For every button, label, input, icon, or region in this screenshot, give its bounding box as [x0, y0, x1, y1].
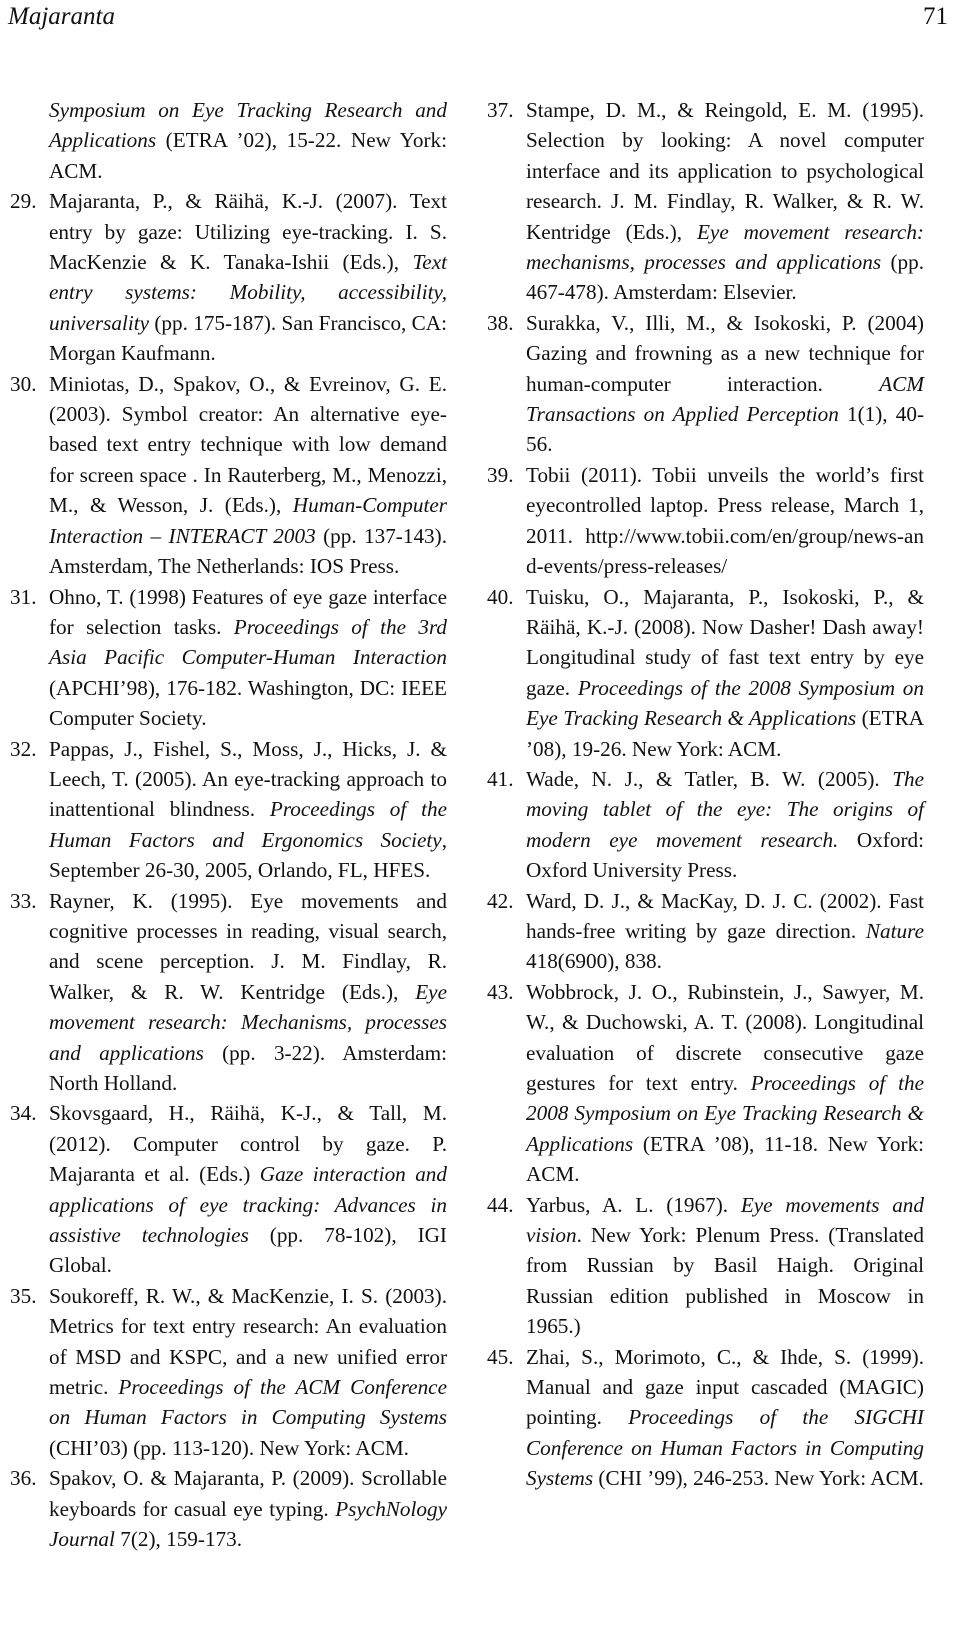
reference-number: 39.	[487, 462, 514, 487]
reference-title-italic: The moving tablet of the eye: The origins of modern eye movement research.	[526, 766, 924, 852]
reference-text-segment: Surakka, V., Illi, M., & Isokoski, P. (2004) Gazing and frowning as a new technique for human-computer interaction.	[526, 310, 924, 396]
reference-entry	[487, 460, 924, 582]
reference-entry	[10, 1098, 447, 1280]
reference-text-segment: Stampe, D. M., & Reingold, E. M. (1995). Selection by looking: A novel computer interface and its application to psychological research. J. M. Findlay, R. Walker, & R. W. Kentridge (Eds.),	[526, 98, 924, 244]
reference-title-italic: Gaze interaction and applications of eye tracking: Advances in assistive technologies	[49, 1162, 447, 1248]
reference-title-italic: Proceedings of the 2008 Symposium on Eye Tracking Research & Applications	[526, 675, 924, 731]
reference-text	[526, 582, 924, 764]
reference-text-segment: Majaranta, P., & Räihä, K.-J. (2007). Text entry by gaze: Utilizing eye-tracking. I. S. MacKenzie & K. Tanaka-Ishii (Eds.),	[49, 189, 447, 275]
reference-text-segment: Pappas, J., Fishel, S., Moss, J., Hicks, J. & Leech, T. (2005). An eye-tracking approach to inattentional blindness.	[49, 736, 447, 822]
reference-text-segment: (APCHI’98), 176-182. Washington, DC: IEEE Computer Society.	[49, 675, 447, 731]
reference-text	[526, 308, 924, 460]
running-header	[0, 0, 960, 34]
reference-title-italic: PsychNology Journal	[49, 1496, 447, 1552]
reference-url: http://www.tobii.com/en/group/news-and-events/press-releases/	[526, 523, 924, 579]
reference-text	[49, 1281, 447, 1463]
reference-text	[49, 1463, 447, 1554]
reference-text	[49, 95, 447, 186]
reference-entry	[10, 186, 447, 368]
reference-text-segment: Wobbrock, J. O., Rubinstein, J., Sawyer, M. W., & Duchowski, A. T. (2008). Longitudinal evaluation of discrete consecutive gaze gestures for text entry.	[526, 979, 924, 1095]
page-number: 71	[923, 3, 948, 30]
reference-number: 29.	[10, 189, 37, 214]
reference-text	[49, 186, 447, 368]
reference-entry	[10, 886, 447, 1099]
reference-number: 40.	[487, 584, 514, 609]
reference-text-segment: Ohno, T. (1998) Features of eye gaze interface for selection tasks.	[49, 584, 447, 639]
reference-text-segment: (pp. 137-143). Amsterdam, The Netherlands: IOS Press.	[49, 523, 447, 579]
reference-text	[49, 734, 447, 886]
reference-text	[526, 1342, 924, 1494]
reference-text-segment: (ETRA ’08), 19-26. New York: ACM.	[526, 706, 925, 761]
reference-text-segment: (ETRA ’08), 11-18. New York: ACM.	[526, 1131, 924, 1187]
reference-text	[526, 977, 924, 1190]
reference-number: 36.	[10, 1466, 37, 1491]
running-title: Majaranta	[8, 3, 115, 30]
reference-text-segment: . New York: Plenum Press. (Translated from Russian by Basil Haigh. Original Russian edition published in Moscow in 1965.)	[526, 1223, 924, 1339]
reference-text	[49, 582, 447, 734]
reference-entry	[10, 582, 447, 734]
reference-number: 41.	[487, 766, 514, 791]
reference-text-segment: Soukoreff, R. W., & MacKenzie, I. S. (2003). Metrics for text entry research: An evaluation of MSD and KSPC, and a new unified error metric.	[49, 1283, 447, 1400]
reference-text-segment: (pp. 3-22). Amsterdam: North Holland.	[49, 1040, 447, 1095]
reference-text-segment: Tuisku, O., Majaranta, P., Isokoski, P., & Räihä, K.-J. (2008). Now Dasher! Dash away! Longitudinal study of fast text entry by eye gaze.	[526, 584, 924, 700]
reference-entry	[487, 1190, 924, 1342]
reference-title-italic: Proceedings of the 3rd Asia Pacific Computer-Human Interaction	[49, 614, 447, 670]
reference-text-segment: (ETRA ’02), 15-22. New York: ACM.	[49, 128, 447, 183]
reference-entry	[487, 764, 924, 886]
reference-text	[49, 1098, 447, 1280]
reference-text-segment: Skovsgaard, H., Räihä, K-J., & Tall, M. (2012). Computer control by gaze. P. Majaranta et al. (Eds.)	[49, 1101, 447, 1187]
reference-entry	[487, 1342, 924, 1494]
reference-number: 43.	[487, 979, 514, 1004]
reference-text	[526, 460, 924, 582]
reference-number: 42.	[487, 888, 514, 913]
reference-title-italic: Proceedings of the Human Factors and Ergonomics Society	[49, 797, 447, 852]
reference-number: 30.	[10, 371, 37, 396]
reference-entry	[10, 95, 447, 186]
reference-text	[526, 886, 924, 977]
reference-text-segment: Miniotas, D., Spakov, O., & Evreinov, G. E. (2003). Symbol creator: An alternative eye-based text entry technique with low demand for screen space . In Rauterberg, M., Menozzi, M., & Wesson, J. (Eds.),	[49, 371, 447, 518]
reference-number: 37.	[487, 98, 514, 122]
reference-text-segment: Spakov, O. & Majaranta, P. (2009). Scrollable keyboards for casual eye typing.	[49, 1466, 447, 1521]
reference-title-italic: Nature	[865, 918, 924, 943]
reference-title-italic: Human-Computer Interaction – INTERACT 2003	[49, 493, 447, 548]
reference-text-segment: Yarbus, A. L. (1967).	[526, 1192, 741, 1217]
reference-text-segment: Ward, D. J., & MacKay, D. J. C. (2002). Fast hands-free writing by gaze direction.	[526, 888, 924, 943]
reference-text	[526, 1190, 924, 1342]
reference-text-segment: 7(2), 159-173.	[114, 1527, 243, 1552]
reference-title-italic: Symposium on Eye Tracking Research and Applications	[49, 98, 447, 153]
reference-number: 32.	[10, 736, 37, 761]
reference-text-segment: (CHI’03) (pp. 113-120). New York: ACM.	[49, 1435, 409, 1460]
reference-title-italic: ACM Transactions on Applied Perception	[526, 371, 924, 427]
reference-text-segment: Tobii (2011). Tobii unveils the world’s first eyecontrolled laptop. Press release, March 1, 2011.	[526, 462, 924, 548]
reference-text-segment: (CHI ’99), 246-253. New York: ACM.	[593, 1466, 924, 1491]
reference-text-segment: 1(1), 40-56.	[526, 402, 924, 457]
reference-title-italic: Eye movements and vision	[526, 1192, 924, 1248]
reference-entry	[487, 977, 924, 1190]
reference-text	[526, 95, 924, 308]
reference-entry	[487, 886, 924, 977]
reference-entry	[10, 1281, 447, 1463]
reference-number: 38.	[487, 310, 514, 335]
reference-title-italic: Eye movement research: mechanisms, processes and applications	[526, 219, 924, 275]
reference-entry	[10, 369, 447, 582]
reference-text-segment: Oxford: Oxford University Press.	[526, 827, 924, 883]
reference-title-italic: Eye movement research: Mechanisms, processes and applications	[49, 979, 447, 1065]
reference-entry	[10, 734, 447, 886]
reference-number: 45.	[487, 1344, 514, 1369]
reference-text-segment: (pp. 175-187). San Francisco, CA: Morgan Kaufmann.	[49, 310, 447, 366]
reference-text-segment: , September 26-30, 2005, Orlando, FL, HFES.	[49, 827, 447, 883]
reference-text	[49, 886, 447, 1099]
reference-text-segment: (pp. 467-478). Amsterdam: Elsevier.	[526, 250, 924, 305]
reference-text-segment: Wade, N. J., & Tatler, B. W. (2005).	[526, 766, 893, 791]
reference-text-segment: (pp. 78-102), IGI Global.	[49, 1223, 447, 1278]
reference-entry	[487, 95, 924, 308]
reference-text	[526, 764, 924, 886]
reference-number: 44.	[487, 1192, 514, 1217]
reference-number: 31.	[10, 584, 37, 609]
reference-entry	[10, 1463, 447, 1554]
reference-text-segment: Rayner, K. (1995). Eye movements and cognitive processes in reading, visual search, and scene perception. J. M. Findlay, R. Walker, & R. W. Kentridge (Eds.),	[49, 888, 447, 1004]
reference-title-italic: Text entry systems: Mobility, accessibility, universality	[49, 250, 447, 335]
reference-text-segment: 418(6900), 838.	[526, 949, 662, 974]
references-left-column	[10, 95, 447, 1555]
reference-title-italic: Proceedings of the SIGCHI Conference on Human Factors in Computing Systems	[526, 1405, 924, 1491]
references-right-column	[487, 95, 924, 1494]
reference-title-italic: Proceedings of the 2008 Symposium on Eye Tracking Research & Applications	[526, 1071, 924, 1156]
reference-text-segment: Zhai, S., Morimoto, C., & Ihde, S. (1999). Manual and gaze input cascaded (MAGIC) pointing.	[526, 1344, 924, 1430]
reference-text	[49, 369, 447, 582]
reference-entry	[487, 308, 924, 460]
reference-number: 35.	[10, 1283, 37, 1308]
reference-number: 34.	[10, 1101, 37, 1126]
reference-title-italic: Proceedings of the ACM Conference on Human Factors in Computing Systems	[49, 1375, 447, 1430]
reference-number: 33.	[10, 888, 37, 913]
reference-entry	[487, 582, 924, 764]
